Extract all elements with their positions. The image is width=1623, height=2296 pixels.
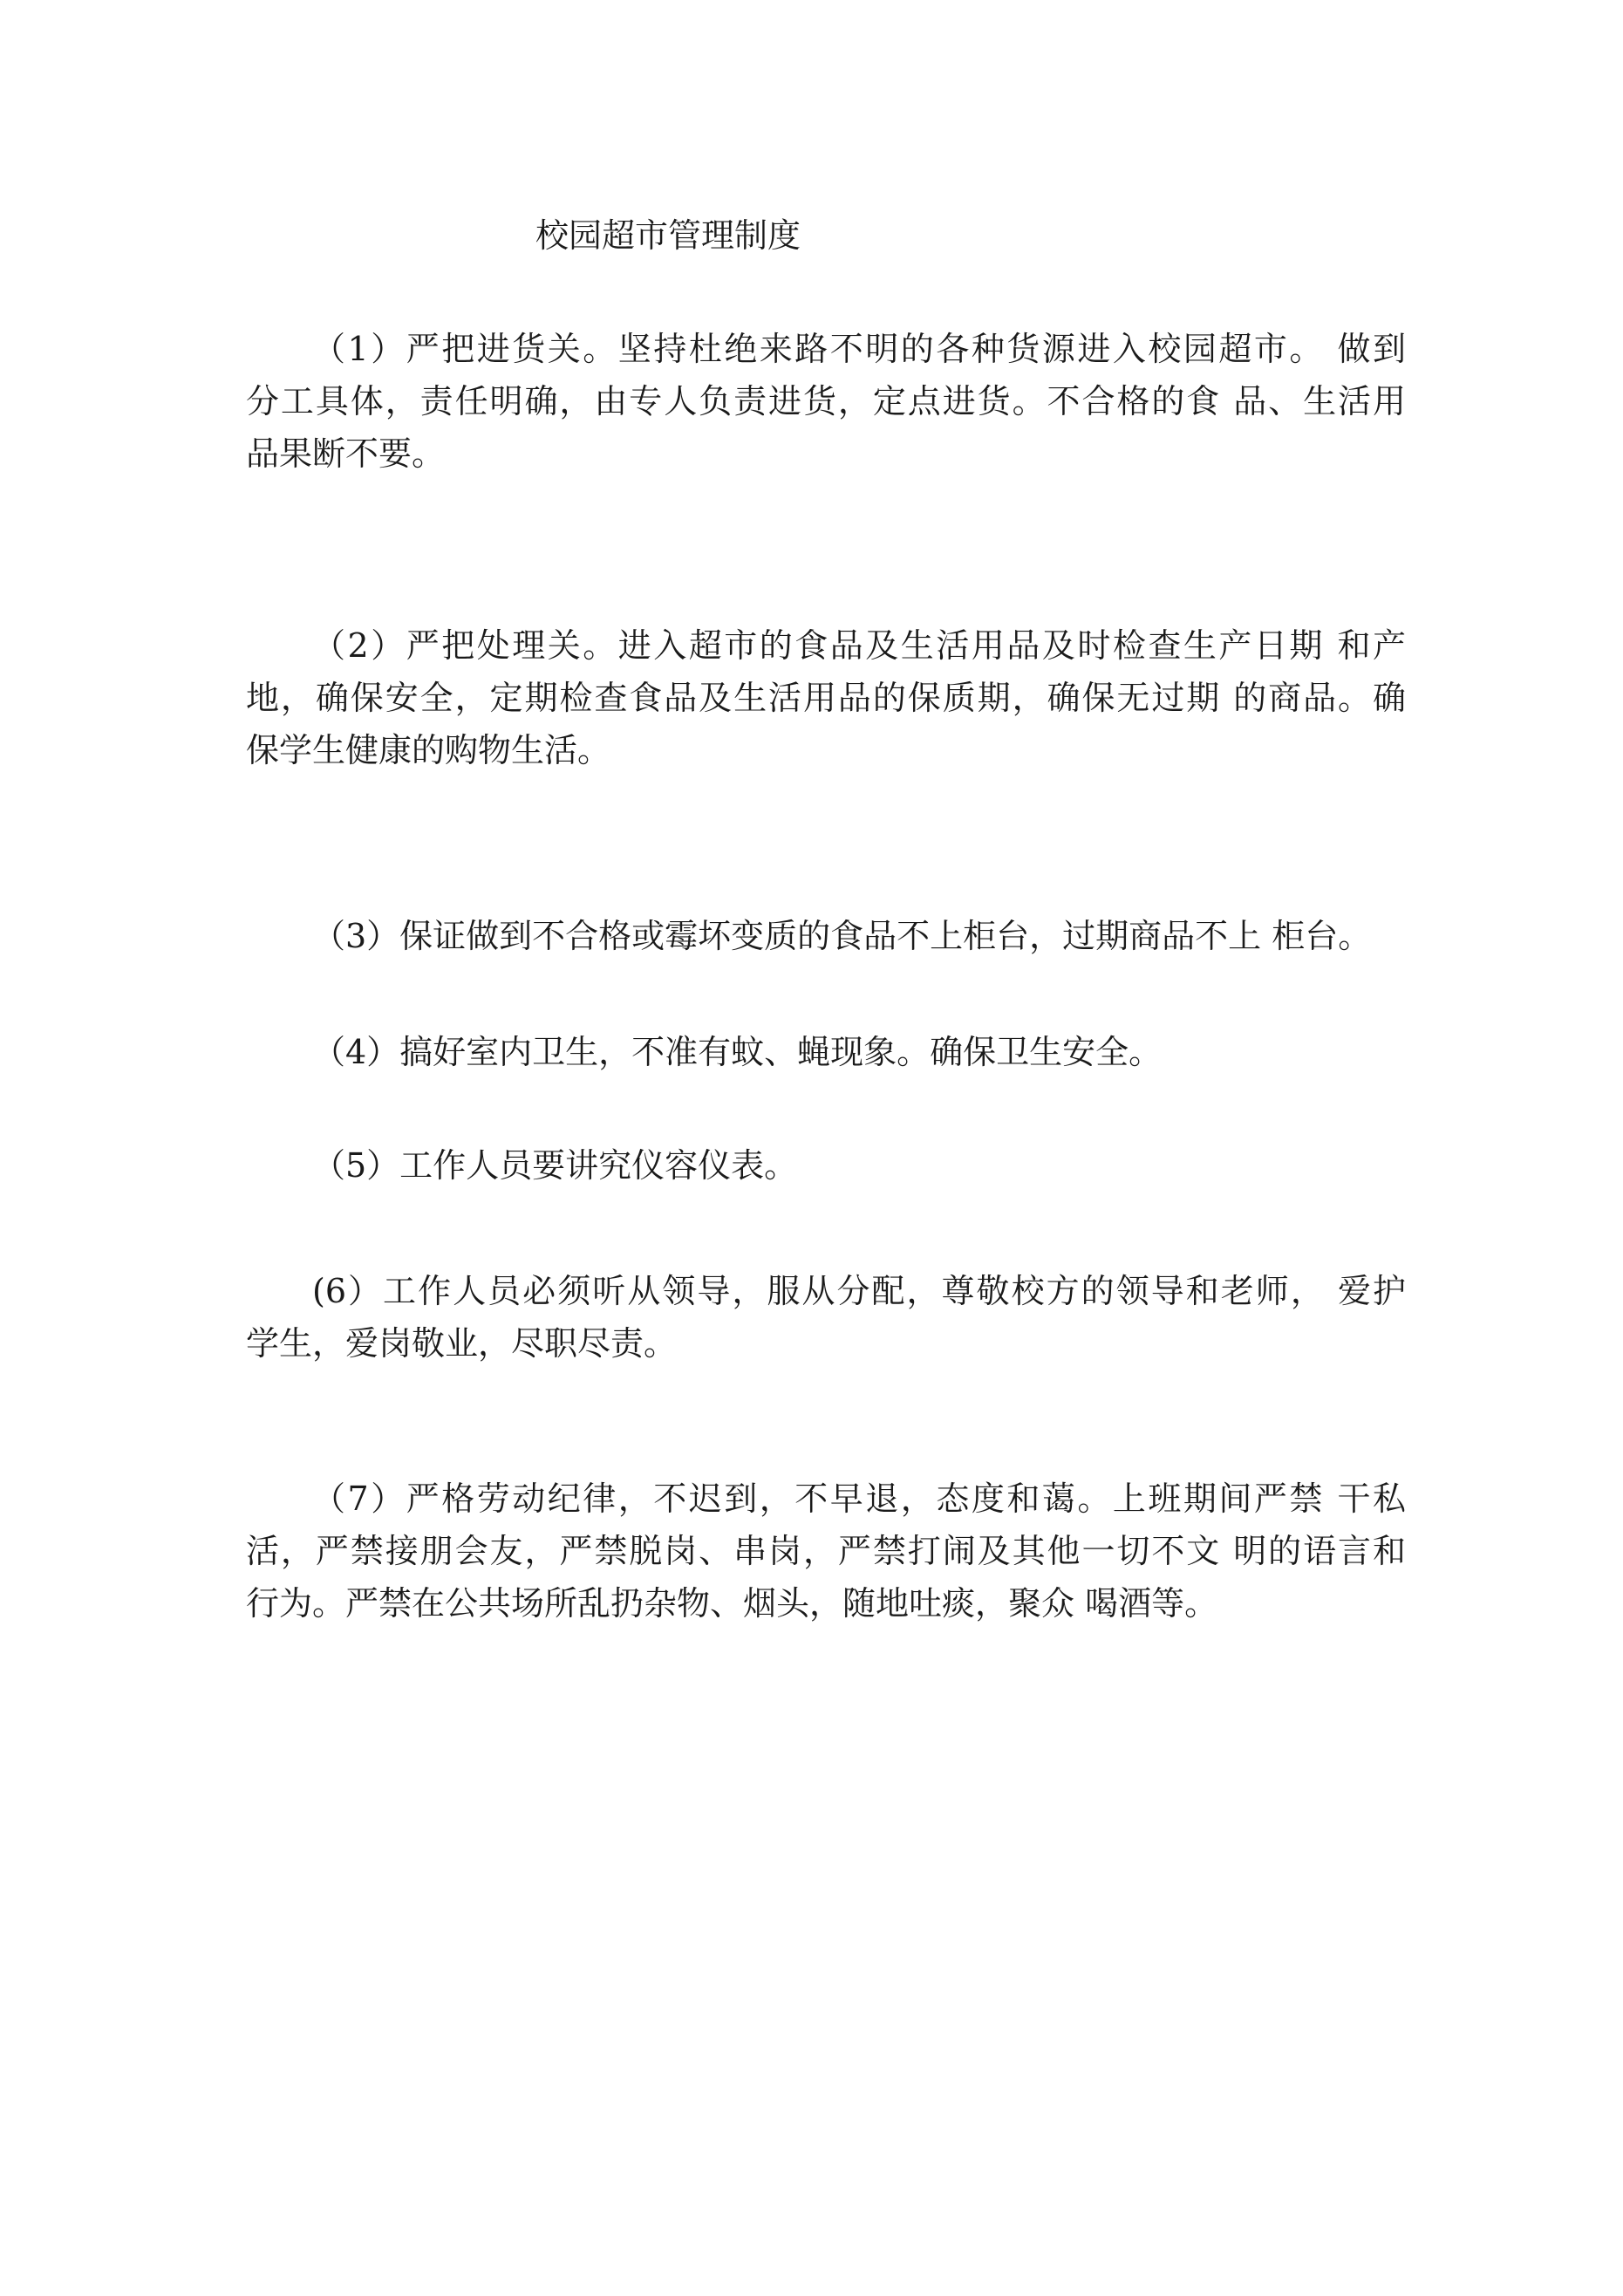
paragraph-1 — [246, 323, 1406, 480]
paragraph-line: 保学生健康的购物生活。 — [246, 731, 611, 769]
paragraph-line: 地，确保安全，定期检查食品及生活用品的保质期，确保无过期 的商品。确 — [246, 679, 1406, 717]
paragraph-2 — [246, 619, 1406, 776]
paragraph-line: （5）工作人员要讲究仪容仪表。 — [312, 1146, 798, 1185]
paragraph-4 — [246, 1026, 1406, 1078]
paragraph-line: 分工具体，责任明确，由专人负责进货，定点进货。不合格的食 品、生活用 — [246, 382, 1406, 420]
paragraph-5 — [246, 1139, 1406, 1192]
paragraph-line: 品果断不要。 — [246, 434, 446, 473]
document-title: 校园超市管理制度 — [535, 216, 801, 255]
paragraph-line: （2）严把处理关。进入超市的食品及生活用品及时检查生产日期 和产 — [312, 626, 1406, 665]
paragraph-line: （1）严把进货关。坚持杜绝来路不明的各种货源进入校园超市。 做到 — [312, 330, 1406, 368]
paragraph-line: （7）严格劳动纪律，不迟到，不早退，态度和蔼。上班期间严禁 干私 — [312, 1479, 1406, 1518]
paragraph-line: （4）搞好室内卫生，不准有蚊、蝇现象。确保卫生安全。 — [312, 1033, 1163, 1071]
paragraph-6 — [246, 1265, 1406, 1370]
paragraph-line: 行为。严禁在公共场所乱扔杂物、烟头，随地吐痰，聚众 喝酒等。 — [246, 1584, 1218, 1623]
paragraph-line: 活，严禁接朋会友，严禁脱岗、串岗，严禁打闹及其他一切不文 明的语言和 — [246, 1532, 1406, 1570]
paragraph-line: 学生，爱岗敬业，尽职尽责。 — [246, 1324, 678, 1363]
paragraph-line: （3）保证做到不合格或霉坏变质的食品不上柜台，过期商品不上 柜台。 — [312, 917, 1372, 955]
paragraph-3 — [246, 910, 1406, 962]
paragraph-7 — [246, 1473, 1406, 1630]
paragraph-line: (6）工作人员必须听从领导，服从分配，尊敬校方的领导和老师， 爱护 — [312, 1272, 1406, 1310]
